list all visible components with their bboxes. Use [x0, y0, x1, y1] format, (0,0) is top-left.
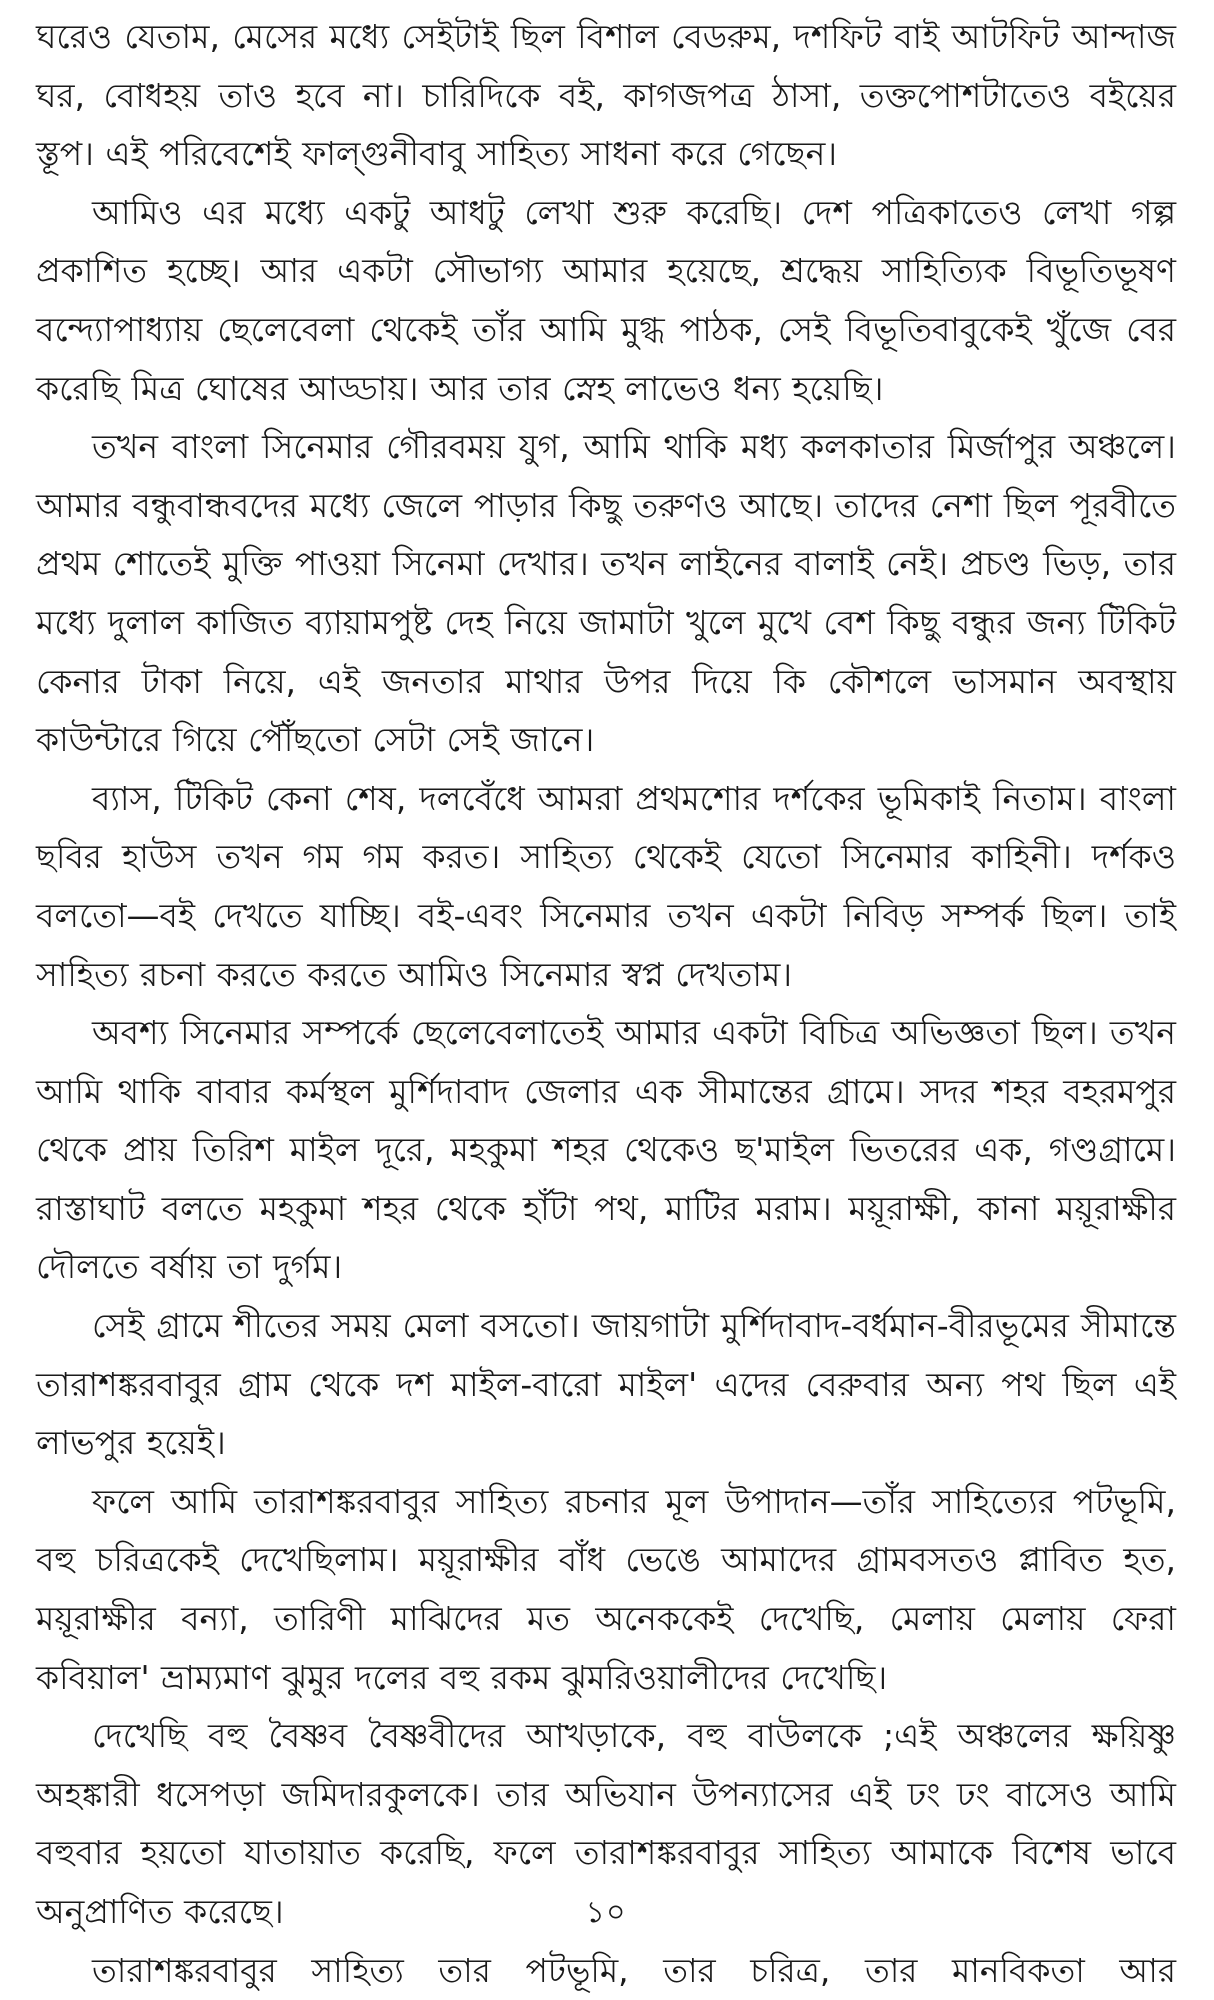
- body-text: [36, 8, 1176, 2000]
- paragraph: সেই গ্রামে শীতের সময় মেলা বসতো। জায়গাটা মুর্শিদাবাদ-বর্ধমান-বীরভূমের সীমান্তে তারাশঙ্করবাবুর গ্রাম থেকে দশ মাইল-বারো মাইল' এদের বেরুবার অন্য পথ ছিল এই লাভপুর হয়েই।: [36, 1306, 1176, 1463]
- paragraph: আমিও এর মধ্যে একটু আধটু লেখা শুরু করেছি। দেশ পত্রিকাতেও লেখা গল্প প্রকাশিত হচ্ছে। আর একটা সৌভাগ্য আমার হয়েছে, শ্রদ্ধেয় সাহিত্যিক বিভূতিভূষণ বন্দ্যোপাধ্যায় ছেলেবেলা থেকেই তাঁর আমি মুগ্ধ পাঠক, সেই বিভূতিবাবুকেই খুঁজে বের করেছি মিত্র ঘোষের আড্ডায়। আর তার স্নেহ লাভেও ধন্য হয়েছি।: [36, 192, 1176, 408]
- paragraph: অবশ্য সিনেমার সম্পর্কে ছেলেবেলাতেই আমার একটা বিচিত্র অভিজ্ঞতা ছিল। তখন আমি থাকি বাবার কর্মস্থল মুর্শিদাবাদ জেলার এক সীমান্তের গ্রামে। সদর শহর বহরমপুর থেকে প্রায় তিরিশ মাইল দূরে, মহকুমা শহর থেকেও ছ'মাইল ভিতরের এক, গণ্ডগ্রামে। রাস্তাঘাট বলতে মহকুমা শহর থেকে হাঁটা পথ, মাটির মরাম। ময়ূরাক্ষী, কানা ময়ূরাক্ষীর দৌলতে বর্ষায় তা দুর্গম।: [36, 1013, 1176, 1287]
- book-page: [36, 8, 1176, 1990]
- paragraph: ফলে আমি তারাশঙ্করবাবুর সাহিত্য রচনার মূল উপাদান—তাঁর সাহিত্যের পটভূমি, বহু চরিত্রকেই দেখেছিলাম। ময়ূরাক্ষীর বাঁধ ভেঙে আমাদের গ্রামবসতও প্লাবিত হত, ময়ূরাক্ষীর বন্যা, তারিণী মাঝিদের মত অনেককেই দেখেছি, মেলায় মেলায় ফেরা কবিয়াল' ভ্রাম্যমাণ ঝুমুর দলের বহু রকম ঝুমরিওয়ালীদের দেখেছি।: [36, 1481, 1176, 1697]
- paragraph: তখন বাংলা সিনেমার গৌরবময় যুগ, আমি থাকি মধ্য কলকাতার মির্জাপুর অঞ্চলে। আমার বন্ধুবান্ধবদের মধ্যে জেলে পাড়ার কিছু তরুণও আছে। তাদের নেশা ছিল পূরবীতে প্রথম শোতেই মুক্তি পাওয়া সিনেমা দেখার। তখন লাইনের বালাই নেই। প্রচণ্ড ভিড়, তার মধ্যে দুলাল কাজিত ব্যায়ামপুষ্ট দেহ নিয়ে জামাটা খুলে মুখে বেশ কিছু বন্ধুর জন্য টিকিট কেনার টাকা নিয়ে, এই জনতার মাথার উপর দিয়ে কি কৌশলে ভাসমান অবস্থায় কাউন্টারে গিয়ে পৌঁছতো সেটা সেই জানে।: [36, 427, 1176, 760]
- paragraph: ঘরেও যেতাম, মেসের মধ্যে সেইটাই ছিল বিশাল বেডরুম, দশফিট বাই আটফিট আন্দাজ ঘর, বোধহয় তাও হবে না। চারিদিকে বই, কাগজপত্র ঠাসা, তক্তপোশটাতেও বইয়ের স্তূপ। এই পরিবেশেই ফাল্গুনীবাবু সাহিত্য সাধনা করে গেছেন।: [36, 17, 1176, 174]
- paragraph: তারাশঙ্করবাবুর সাহিত্য তার পটভূমি, তার চরিত্র, তার মানবিকতা আর: [92, 1950, 1176, 1990]
- paragraph: দেখেছি বহু বৈষ্ণব বৈষ্ণবীদের আখড়াকে, বহু বাউলকে ;এই অঞ্চলের ক্ষয়িষ্ণু অহঙ্কারী ধসেপড়া জমিদারকুলকে। তার অভিযান উপন্যাসের এই ঢং ঢং বাসেও আমি বহুবার হয়তো যাতায়াত করেছি, ফলে তারাশঙ্করবাবুর সাহিত্য আমাকে বিশেষ ভাবে অনুপ্রাণিত করেছে।: [36, 1716, 1176, 1931]
- page-number: ১০: [585, 1895, 627, 1930]
- paragraph: ব্যাস, টিকিট কেনা শেষ, দলবেঁধে আমরা প্রথমশোর দর্শকের ভূমিকাই নিতাম। বাংলা ছবির হাউস তখন গম গম করত। সাহিত্য থেকেই যেতো সিনেমার কাহিনী। দর্শকও বলতো—বই দেখতে যাচ্ছি। বই-এবং সিনেমার তখন একটা নিবিড় সম্পর্ক ছিল। তাই সাহিত্য রচনা করতে করতে আমিও সিনেমার স্বপ্ন দেখতাম।: [36, 778, 1176, 994]
